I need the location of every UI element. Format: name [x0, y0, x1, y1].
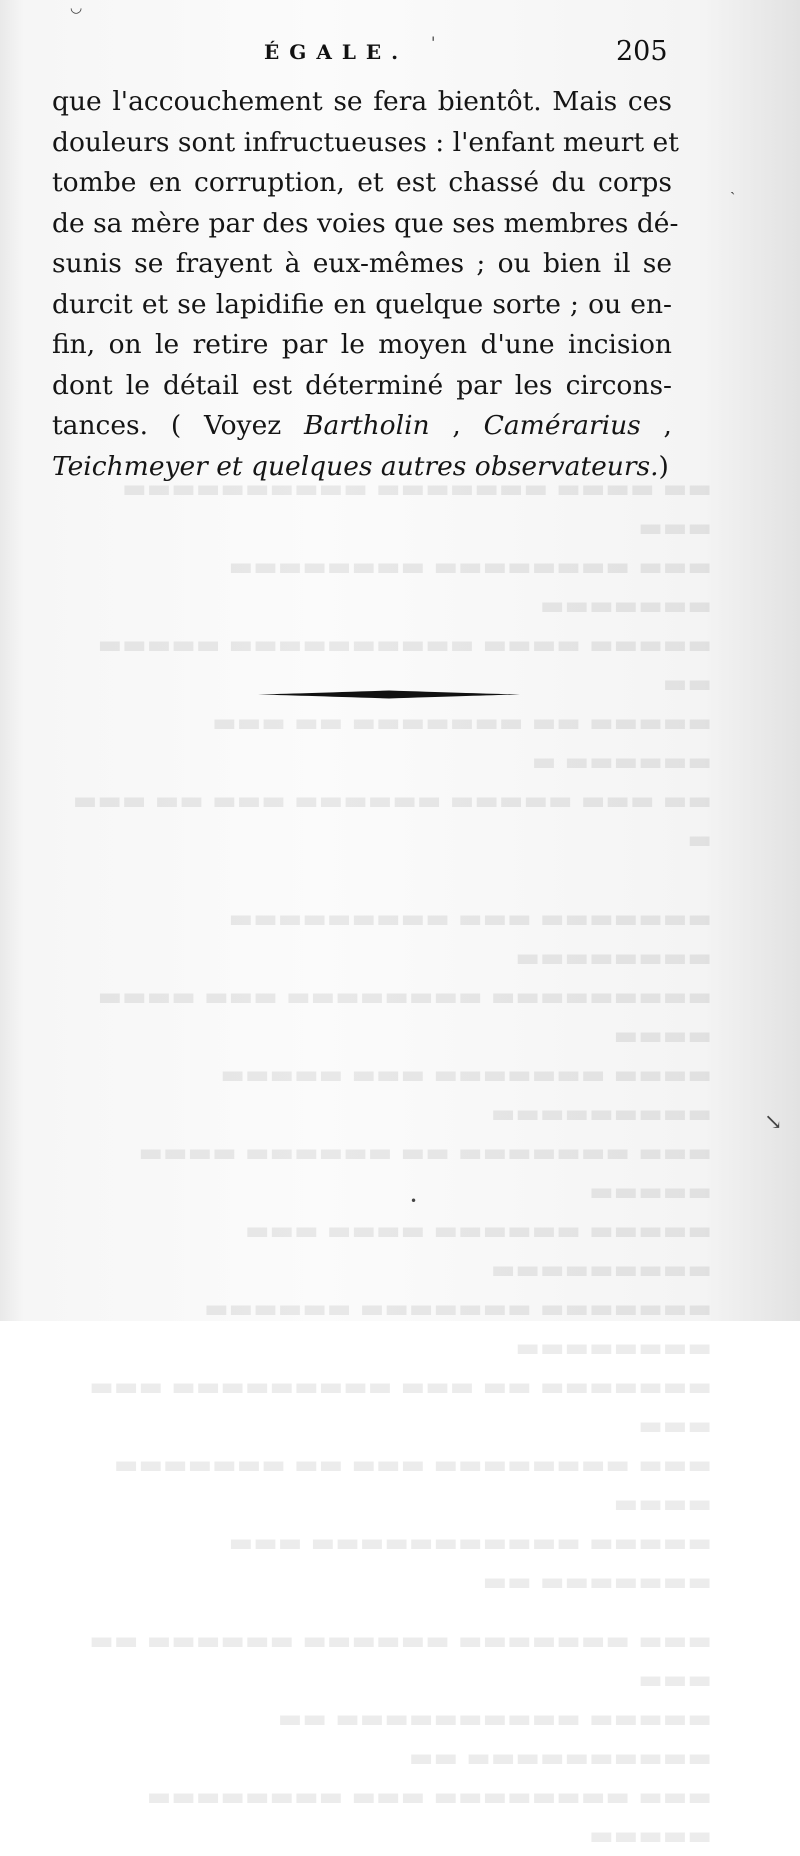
citation-line — [52, 406, 672, 447]
scan-mark: ˎ — [730, 176, 736, 195]
citation-separator: , — [429, 410, 484, 441]
citation-author: Bartholin — [304, 410, 430, 441]
scan-mark: • — [410, 1194, 418, 1208]
section-divider-rule — [258, 690, 520, 699]
page-number: 205 — [616, 36, 668, 67]
text-line: tombe en corruption, et est chassé du corps — [52, 167, 672, 198]
citation-authors-tail: Teichmeyer et quelques autres observateurs. — [52, 450, 659, 482]
scan-mark: ◡ — [70, 0, 83, 16]
citation-separator: , — [640, 410, 672, 441]
scan-mark: ↘ — [764, 1110, 783, 1135]
text-line: dont le détail est déterminé par les circons- — [52, 369, 672, 401]
show-through-texture: ▬▬ ▬▬▬▬ ▬▬▬▬▬▬▬ ▬▬▬▬▬▬▬▬▬▬ ▬▬▬ ▬▬▬ ▬▬▬▬▬▬▬▬ ▬▬▬▬▬▬▬▬ ▬▬▬▬▬▬▬ ▬▬▬▬▬ ▬▬▬▬ ▬▬▬▬▬▬▬▬▬▬ ▬▬▬▬▬ ▬▬ ▬▬▬▬▬ ▬▬ ▬▬▬▬▬▬▬ ▬▬ ▬▬▬ ▬▬▬▬▬▬ ▬ ▬▬ ▬▬▬ ▬▬▬▬▬ ▬▬▬▬▬▬ ▬▬▬ ▬▬ ▬▬▬ ▬ ▬▬▬▬▬▬▬ ▬▬▬ ▬▬▬▬▬▬▬▬▬ ▬▬▬▬▬▬▬▬ ▬▬▬▬▬▬▬▬▬ ▬▬▬▬▬▬▬▬ ▬▬▬ ▬▬▬▬ ▬▬▬▬ ▬▬▬▬ ▬▬▬▬▬▬▬ ▬▬▬ ▬▬▬▬▬ ▬▬▬▬▬▬▬▬▬ ▬▬▬ ▬▬▬▬▬▬▬ ▬▬ ▬▬▬▬▬▬ ▬▬▬▬ ▬▬▬▬▬ ▬▬▬▬▬ ▬▬▬▬▬▬ ▬▬▬▬ ▬▬▬ ▬▬▬▬▬▬▬▬▬ ▬▬▬▬▬▬▬ ▬▬▬▬▬▬▬ ▬▬▬▬▬▬ ▬▬▬▬▬▬▬▬ ▬▬▬▬▬▬▬ ▬▬ ▬▬▬ ▬▬▬▬▬▬▬▬▬ ▬▬▬ ▬▬▬ ▬▬▬ ▬▬▬▬▬▬▬▬ ▬▬▬ ▬▬ ▬▬▬▬▬▬▬ ▬▬▬▬ ▬▬▬▬▬ ▬▬▬▬▬▬▬▬▬▬▬ ▬▬▬ ▬▬▬▬▬▬▬ ▬▬ ▬▬▬ ▬▬▬▬▬▬▬ ▬▬▬▬▬▬ ▬▬▬▬▬▬ ▬▬ ▬▬▬ ▬▬▬▬▬ ▬▬▬▬▬▬▬▬▬▬ ▬▬ ▬▬▬▬▬▬▬▬▬▬ ▬▬ ▬▬▬ ▬▬▬▬▬▬▬▬ ▬▬▬ ▬▬▬▬▬▬▬▬ ▬▬▬▬▬ — [72, 474, 712, 1851]
text-line: sunis se frayent à eux-mêmes ; ou bien il se — [52, 248, 672, 279]
citation-author: Camérarius — [483, 410, 641, 441]
running-head: ÉGALE. — [264, 40, 409, 64]
text-line: de sa mère par des voies que ses membres dé- — [52, 207, 679, 239]
citation-lead: tances. ( Voyez — [52, 410, 304, 441]
closing-line — [52, 447, 672, 488]
body-text — [52, 82, 679, 487]
text-line: que l'accouchement se fera bientôt. Mais ces — [52, 86, 672, 117]
closing-parenthesis: ) — [658, 450, 669, 482]
scan-mark: ' — [431, 33, 436, 52]
text-line: durcit et se lapidifie en quelque sorte ; ou en- — [52, 288, 672, 320]
text-line: douleurs sont infructueuses : l'enfant meurt et — [52, 126, 679, 158]
text-line: fin, on le retire par le moyen d'une incision — [52, 329, 672, 360]
